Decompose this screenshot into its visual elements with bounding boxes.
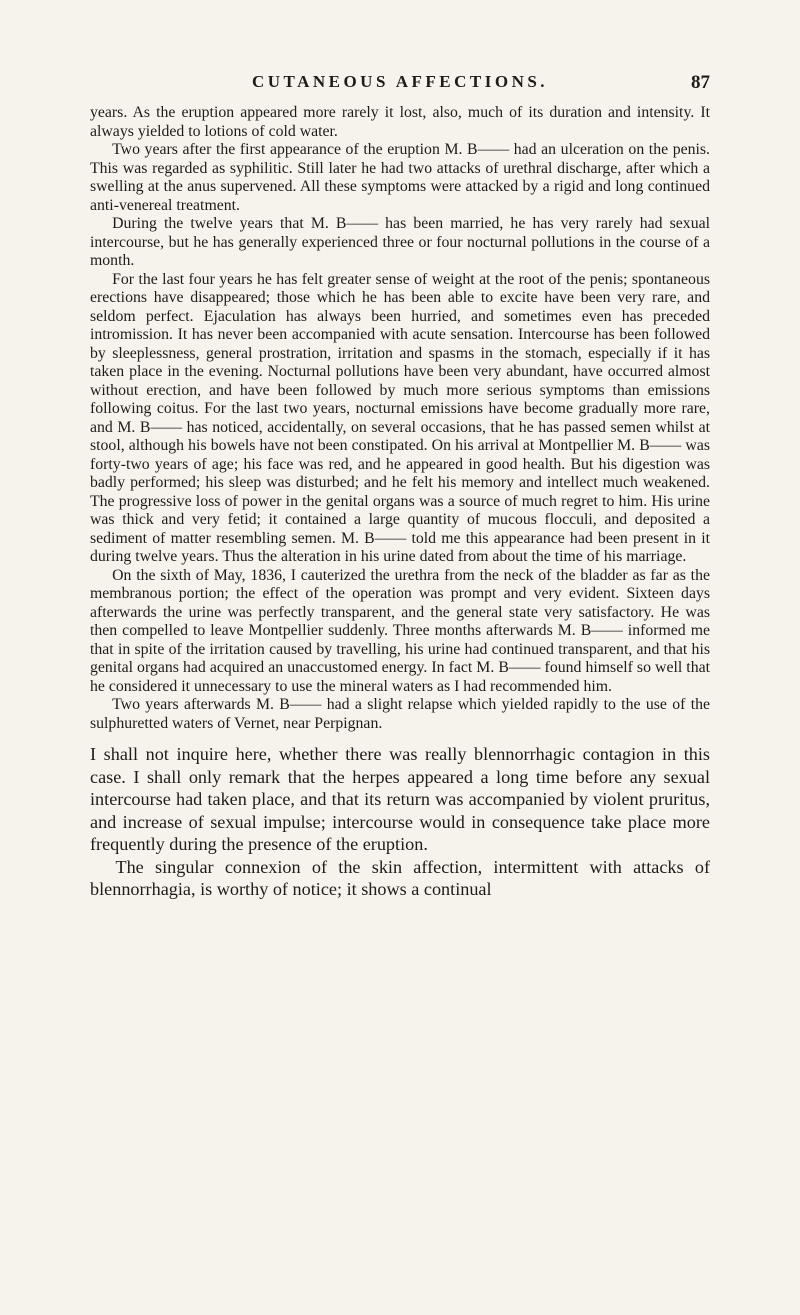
paragraph: On the sixth of May, 1836, I cauterized the urethra from the neck of the bladder as far as the membranous portion; the effect of the operation was prompt and very evident. Sixteen days afterwards the urine was perfectly transparent, and the general state very satisfactory. He was then compelled to leave Montpellier suddenly. Three months afterwards M. B—— informed me that in spite of the irritation caused by travelling, his urine had continued transparent, and that his genital organs had acquired an unaccustomed energy. In fact M. B—— found himself so well that he considered it unnecessary to use the mineral waters as I had recommended him. [90,566,710,695]
paragraph: Two years after the first appearance of the eruption M. B—— had an ulceration on the penis. This was regarded as syphilitic. Still later he had two attacks of urethral discharge, after which a swelling at the anus supervened. All these symptoms were attacked by a rigid and long continued anti-venereal treatment. [90,141,710,214]
body-text [90,104,710,901]
paragraph: I shall not inquire here, whether there was really blennorrhagic contagion in this case. I shall only remark that the herpes appeared a long time before any sexual intercourse had taken place, and that its return was accompanied by violent pruritus, and increase of sexual impulse; intercourse would in consequence take place more frequently during the presence of the eruption. [90,744,710,854]
page-number: 87 [691,72,710,93]
paragraph: For the last four years he has felt greater sense of weight at the root of the penis; spontaneous erections have disappeared; those which he has been able to excite have been very rare, and seldom perfect. Ejaculation has always been hurried, and sometimes even has preceded intromission. It has never been accompanied with acute sensation. Intercourse has been followed by sleeplessness, general prostration, irritation and spasms in the stomach, especially if it has taken place in the evening. Nocturnal pollutions have been very abundant, have occurred almost without erection, and have been followed by much more serious symptoms than emissions following coitus. For the last two years, nocturnal emissions have become gradually more rare, and M. B—— has noticed, accidentally, on several occasions, that he has passed semen whilst at stool, although his bowels have not been constipated. On his arrival at Montpellier M. B—— was forty-two years of age; his face was red, and he appeared in good health. But his digestion was badly performed; his sleep was disturbed; and he felt his memory and intellect much weakened. The progressive loss of power in the genital organs was a source of much regret to him. His urine was thick and very fetid; it contained a large quantity of mucous flocculi, and deposited a sediment of matter resembling semen. M. B—— told me this appearance had been present in it during twelve years. Thus the alteration in his urine dated from about the time of his marriage. [90,270,710,565]
paragraph: The singular connexion of the skin affection, intermittent with attacks of blennorrhagia, is worthy of notice; it shows a continual [90,856,710,899]
commentary-section [90,743,710,901]
case-report-section [90,104,710,733]
paragraph: Two years afterwards M. B—— had a slight relapse which yielded rapidly to the use of the sulphuretted waters of Vernet, near Perpignan. [90,696,710,732]
paragraph: years. As the eruption appeared more rarely it lost, also, much of its duration and intensity. It always yielded to lotions of cold water. [90,104,710,140]
running-title: CUTANEOUS AFFECTIONS. [251,72,549,91]
running-head [0,72,800,94]
paragraph: During the twelve years that M. B—— has been married, he has very rarely had sexual intercourse, but he has generally experienced three or four nocturnal pollutions in the course of a month. [90,215,710,269]
